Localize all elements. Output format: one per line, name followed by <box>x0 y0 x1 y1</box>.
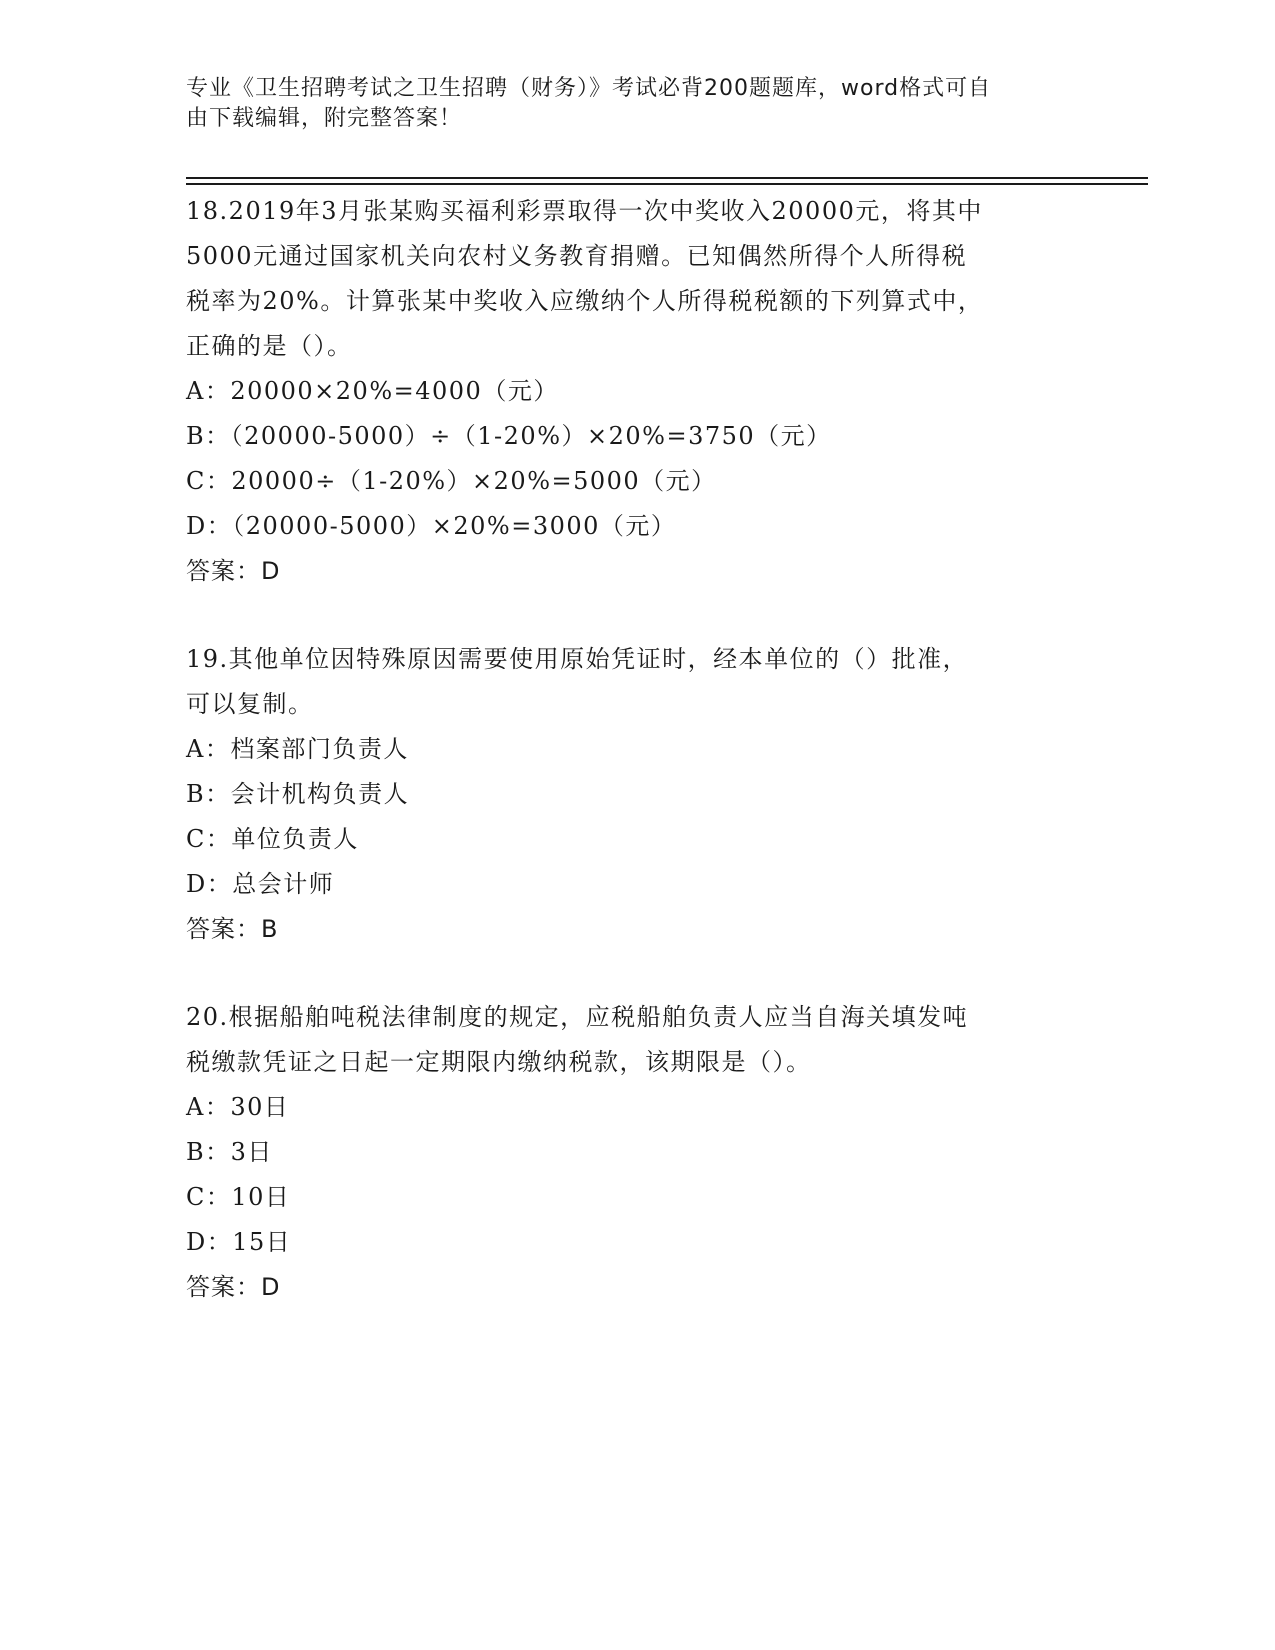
option-b: B：会计机构负责人 <box>186 780 410 808</box>
answer-line: 答案：D <box>186 1273 281 1301</box>
question-stem-line: 19.其他单位因特殊原因需要使用原始凭证时，经本单位的（）批准， <box>186 645 969 673</box>
question-18 <box>186 189 1086 594</box>
header-line-2: 由下载编辑，附完整答案！ <box>186 106 463 131</box>
option-a: A：30日 <box>186 1093 290 1121</box>
answer-line: 答案：B <box>186 915 279 943</box>
question-list <box>186 189 1086 1353</box>
header-divider-bottom <box>186 183 1148 185</box>
question-stem-line: 18.2019年3月张某购买福利彩票取得一次中奖收入20000元，将其中 <box>186 197 983 225</box>
option-b: B：（20000-5000）÷（1-20%）×20%=3750（元） <box>186 422 832 450</box>
option-d: D：（20000-5000）×20%=3000（元） <box>186 512 677 540</box>
option-d: D：总会计师 <box>186 870 335 898</box>
question-stem-line: 5000元通过国家机关向农村义务教育捐赠。已知偶然所得个人所得税 <box>186 242 968 270</box>
question-stem-line: 可以复制。 <box>186 690 314 718</box>
option-d: D：15日 <box>186 1228 292 1256</box>
header-divider-top <box>186 177 1148 179</box>
option-c: C：单位负责人 <box>186 825 359 853</box>
answer-line: 答案：D <box>186 557 281 585</box>
option-c: C：20000÷（1-20%）×20%=5000（元） <box>186 467 717 495</box>
question-stem-line: 正确的是（）。 <box>186 332 353 360</box>
option-c: C：10日 <box>186 1183 291 1211</box>
option-a: A：20000×20%=4000（元） <box>186 377 559 405</box>
question-stem-line: 税率为20%。计算张某中奖收入应缴纳个人所得税税额的下列算式中， <box>186 287 984 315</box>
document-header <box>186 74 1086 134</box>
option-b: B：3日 <box>186 1138 273 1166</box>
question-stem-line: 20.根据船舶吨税法律制度的规定，应税船舶负责人应当自海关填发吨 <box>186 1003 969 1031</box>
option-a: A：档案部门负责人 <box>186 735 409 763</box>
header-line-1: 专业《卫生招聘考试之卫生招聘（财务）》考试必背200题题库，word格式可自 <box>186 76 992 101</box>
question-stem-line: 税缴款凭证之日起一定期限内缴纳税款，该期限是（）。 <box>186 1048 812 1076</box>
question-19 <box>186 637 1086 952</box>
question-20 <box>186 995 1086 1310</box>
